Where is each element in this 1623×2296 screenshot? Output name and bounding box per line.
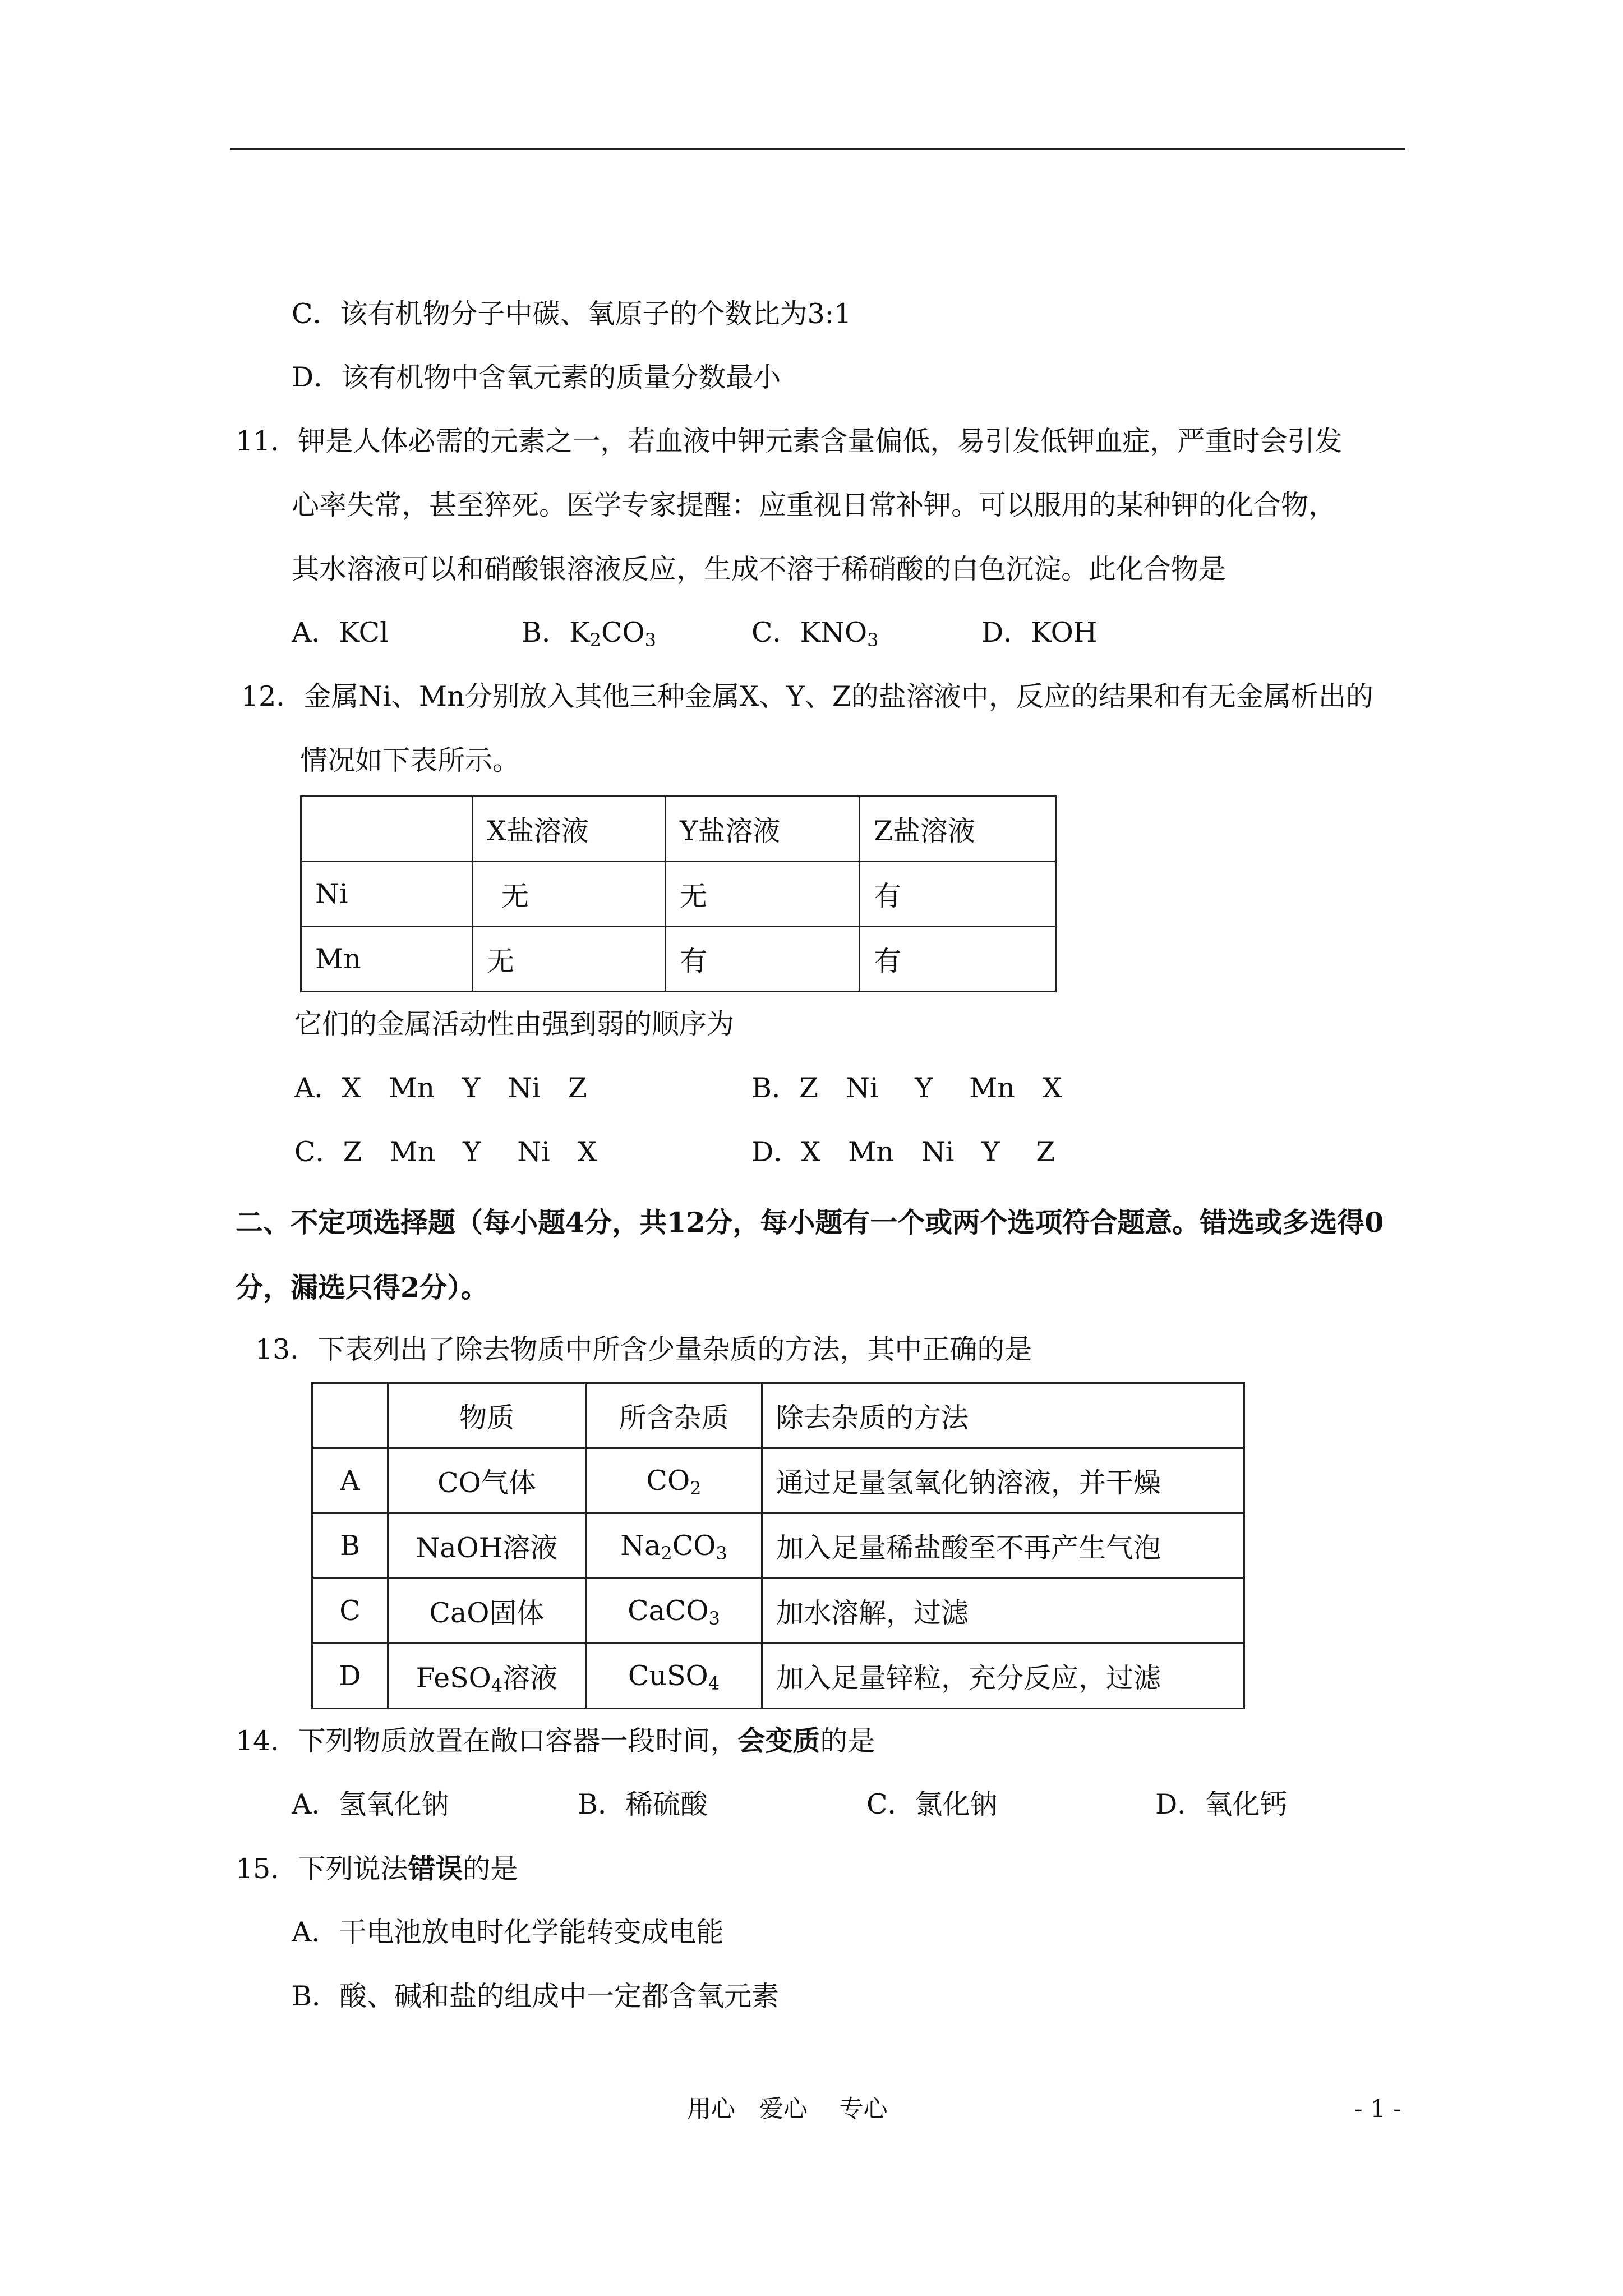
method-cell: 加入足量锌粒，充分反应，过滤 [762,1644,1244,1709]
header-cell: 除去杂质的方法 [762,1383,1244,1448]
impurity-cell: CaCO$_3$ [586,1579,762,1644]
table-cell: 无 [473,927,666,992]
q14-option-c: C．氯化钠 [866,1788,998,1820]
footer-motto: 用心 爱心 专心 [687,2095,888,2123]
q12-stem-line2: 情况如下表所示。 [300,744,520,776]
q12-prompt: 它们的金属活动性由强到弱的顺序为 [294,1008,735,1040]
row-label: C [312,1579,388,1644]
header-cell: 所含杂质 [586,1383,762,1448]
method-cell: 通过足量氢氧化钠溶液，并干燥 [762,1448,1244,1513]
q11-option-a: A．KCl [292,616,389,648]
table-cell: 有 [860,862,1056,927]
impurity-cell: $CO_2$ [586,1448,762,1513]
header-cell [312,1383,388,1448]
q11-stem-line2: 心率失常，甚至猝死。医学专家提醒：应重视日常补钾。可以服用的某种钾的化合物， [292,489,1336,521]
table-header-row [301,797,1056,862]
row-label: D [312,1644,388,1709]
table-row [312,1579,1244,1644]
q14-option-d: D．氧化钙 [1155,1788,1288,1820]
table-row [312,1644,1244,1709]
impurity-cell: CuSO$_4$ [586,1644,762,1709]
header-cell: 物质 [388,1383,586,1448]
header-cell: Y盐溶液 [666,797,860,862]
q12-option-c: C．Z Mn Y Ni X [294,1136,597,1168]
header-cell: X盐溶液 [473,797,666,862]
substance-cell: CaO固体 [388,1579,586,1644]
substance-cell: NaOH溶液 [388,1513,586,1579]
q14-stem: 14．下列物质放置在敞口容器一段时间，会变质的是 [236,1724,875,1757]
substance-cell: FeSO$_4$溶液 [388,1644,586,1709]
page-number: - 1 - [1354,2095,1401,2123]
q12-option-a: A．X Mn Y Ni Z [294,1072,587,1104]
row-label: B [312,1513,388,1579]
q12-option-d: D．X Mn Ni Y Z [751,1136,1055,1168]
table-cell: 无 [666,862,860,927]
section-heading-line2: 分，漏选只得2分）。 [236,1271,488,1304]
table-cell: Ni [301,862,473,927]
q11-stem-line3: 其水溶液可以和硝酸银溶液反应，生成不溶于稀硝酸的白色沉淀。此化合物是 [292,553,1227,585]
q11-option-c: C．$KNO_3$ [751,616,879,651]
q15-option-b: B．酸、碱和盐的组成中一定都含氧元素 [292,1980,780,2012]
q11-stem-line1: 11．钾是人体必需的元素之一，若血液中钾元素含量偏低，易引发低钾血症，严重时会引发 [236,425,1343,457]
q10-option-d: D．该有机物中含氧元素的质量分数最小 [292,361,781,393]
q14-option-b: B．稀硫酸 [578,1788,708,1820]
header-cell: Z盐溶液 [860,797,1056,862]
header-rule [230,148,1405,150]
table-row [312,1448,1244,1513]
table-row [312,1513,1244,1579]
q12-table [300,795,1057,992]
q15-option-a: A．干电池放电时化学能转变成电能 [292,1916,724,1948]
header-cell [301,797,473,862]
substance-cell: CO气体 [388,1448,586,1513]
method-cell: 加入足量稀盐酸至不再产生气泡 [762,1513,1244,1579]
table-header-row [312,1383,1244,1448]
row-label: A [312,1448,388,1513]
q13-stem: 13．下表列出了除去物质中所含少量杂质的方法，其中正确的是 [255,1333,1032,1365]
q12-stem-line1: 12．金属Ni、Mn分别放入其他三种金属X、Y、Z的盐溶液中，反应的结果和有无金属析出的 [241,680,1373,712]
table-cell: Mn [301,927,473,992]
q15-stem: 15．下列说法错误的是 [236,1852,518,1885]
table-cell: 无 [473,862,666,927]
section-heading-line1: 二、不定项选择题（每小题4分，共12分，每小题有一个或两个选项符合题意。错选或多选得0 [236,1206,1384,1239]
q12-option-b: B．Z Ni Y Mn X [751,1072,1062,1104]
q11-option-d: D．KOH [981,616,1098,648]
table-cell: 有 [860,927,1056,992]
q14-option-a: A．氢氧化钠 [292,1788,449,1820]
q11-option-b: B．$K_2CO_3$ [522,616,657,651]
impurity-cell: $Na_2CO_3$ [586,1513,762,1579]
q10-option-c: C．该有机物分子中碳、氧原子的个数比为3:1 [292,298,852,330]
table-row [301,862,1056,927]
method-cell: 加水溶解，过滤 [762,1579,1244,1644]
table-cell: 有 [666,927,860,992]
table-row [301,927,1056,992]
q13-table [311,1382,1245,1709]
